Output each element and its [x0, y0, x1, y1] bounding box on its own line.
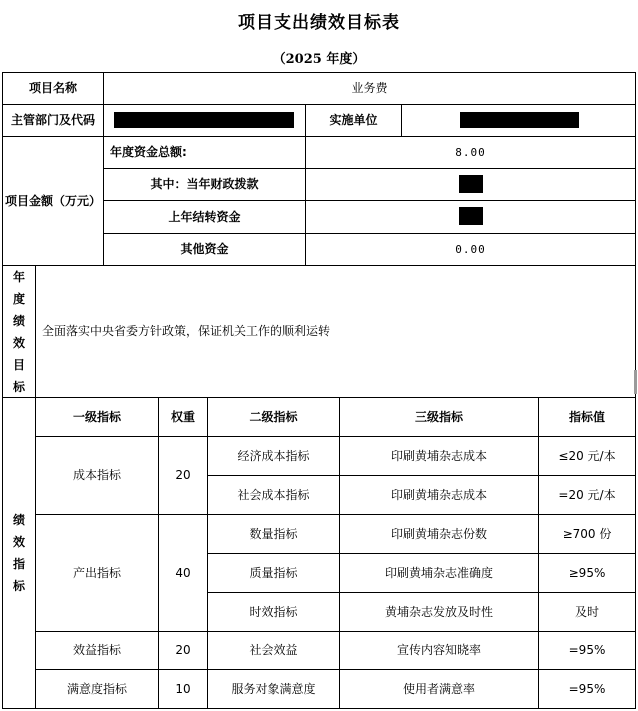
header-value: 指标值 [538, 397, 636, 437]
level2-cell: 数量指标 [207, 514, 340, 554]
annual-goal-char: 效 [12, 335, 25, 350]
project-name-label: 项目名称 [2, 72, 104, 105]
level3-cell: 使用者满意率 [339, 669, 539, 709]
level2-cell: 时效指标 [207, 592, 340, 632]
carryover-label: 上年结转资金 [103, 200, 306, 234]
year-subtitle: （2025 年度） [272, 52, 366, 67]
current-allocation-redaction [459, 175, 483, 193]
level3-cell: 黄埔杂志发放及时性 [339, 592, 539, 632]
header-weight: 权重 [158, 397, 208, 437]
impl-unit-label: 实施单位 [305, 104, 402, 137]
weight-cell: 10 [158, 669, 208, 709]
annual-goal-text: 全面落实中央省委方针政策，保证机关工作的顺利运转 [35, 265, 636, 398]
level3-cell: 印刷黄埔杂志成本 [339, 475, 539, 515]
value-cell: ≤20 元/本 [538, 436, 636, 476]
annual-goal-char: 目 [12, 357, 25, 372]
annual-goal-label [2, 265, 36, 398]
level3-cell: 印刷黄埔杂志份数 [339, 514, 539, 554]
level3-cell: 印刷黄埔杂志成本 [339, 436, 539, 476]
annual-goal-char: 标 [12, 379, 25, 394]
indicators-side-char: 效 [12, 535, 25, 549]
total-amount-label: 年度资金总额: [103, 136, 306, 169]
weight-cell: 20 [158, 436, 208, 515]
annual-goal-char: 年 [12, 269, 25, 284]
level1-cell: 产出指标 [35, 514, 159, 632]
value-cell: ≥700 份 [538, 514, 636, 554]
level2-cell: 社会效益 [207, 631, 340, 670]
other-funds-label: 其他资金 [103, 233, 306, 266]
weight-cell: 20 [158, 631, 208, 670]
annual-goal-char: 绩 [12, 313, 25, 328]
level2-cell: 质量指标 [207, 553, 340, 593]
total-amount-value: 8.00 [305, 136, 636, 169]
level3-cell: 宣传内容知晓率 [339, 631, 539, 670]
header-level2: 二级指标 [207, 397, 340, 437]
impl-unit-redaction [460, 112, 579, 128]
project-name-value: 业务费 [103, 72, 636, 105]
level2-cell: 社会成本指标 [207, 475, 340, 515]
other-funds-value: 0.00 [305, 233, 636, 266]
dept-redaction [114, 112, 294, 128]
indicators-side-label [2, 397, 36, 709]
value-cell: =95% [538, 631, 636, 670]
value-cell: ≥95% [538, 553, 636, 593]
indicators-side-char: 绩 [12, 513, 25, 527]
level1-cell: 满意度指标 [35, 669, 159, 709]
level1-cell: 成本指标 [35, 436, 159, 515]
dept-label: 主管部门及代码 [2, 104, 104, 137]
page-title: 项目支出绩效目标表 [238, 13, 400, 33]
level3-cell: 印刷黄埔杂志准确度 [339, 553, 539, 593]
scroll-marker [634, 370, 637, 394]
value-cell: =95% [538, 669, 636, 709]
carryover-redaction [459, 207, 483, 225]
header-level3: 三级指标 [339, 397, 539, 437]
value-cell: =20 元/本 [538, 475, 636, 515]
indicators-side-char: 标 [12, 579, 25, 593]
header-level1: 一级指标 [35, 397, 159, 437]
weight-cell: 40 [158, 514, 208, 632]
indicators-side-char: 指 [12, 557, 25, 571]
value-cell: 及时 [538, 592, 636, 632]
current-allocation-label: 其中：当年财政拨款 [103, 168, 306, 201]
level2-cell: 服务对象满意度 [207, 669, 340, 709]
level2-cell: 经济成本指标 [207, 436, 340, 476]
amount-label: 项目金额（万元） [2, 136, 104, 266]
annual-goal-char: 度 [12, 291, 25, 306]
level1-cell: 效益指标 [35, 631, 159, 670]
